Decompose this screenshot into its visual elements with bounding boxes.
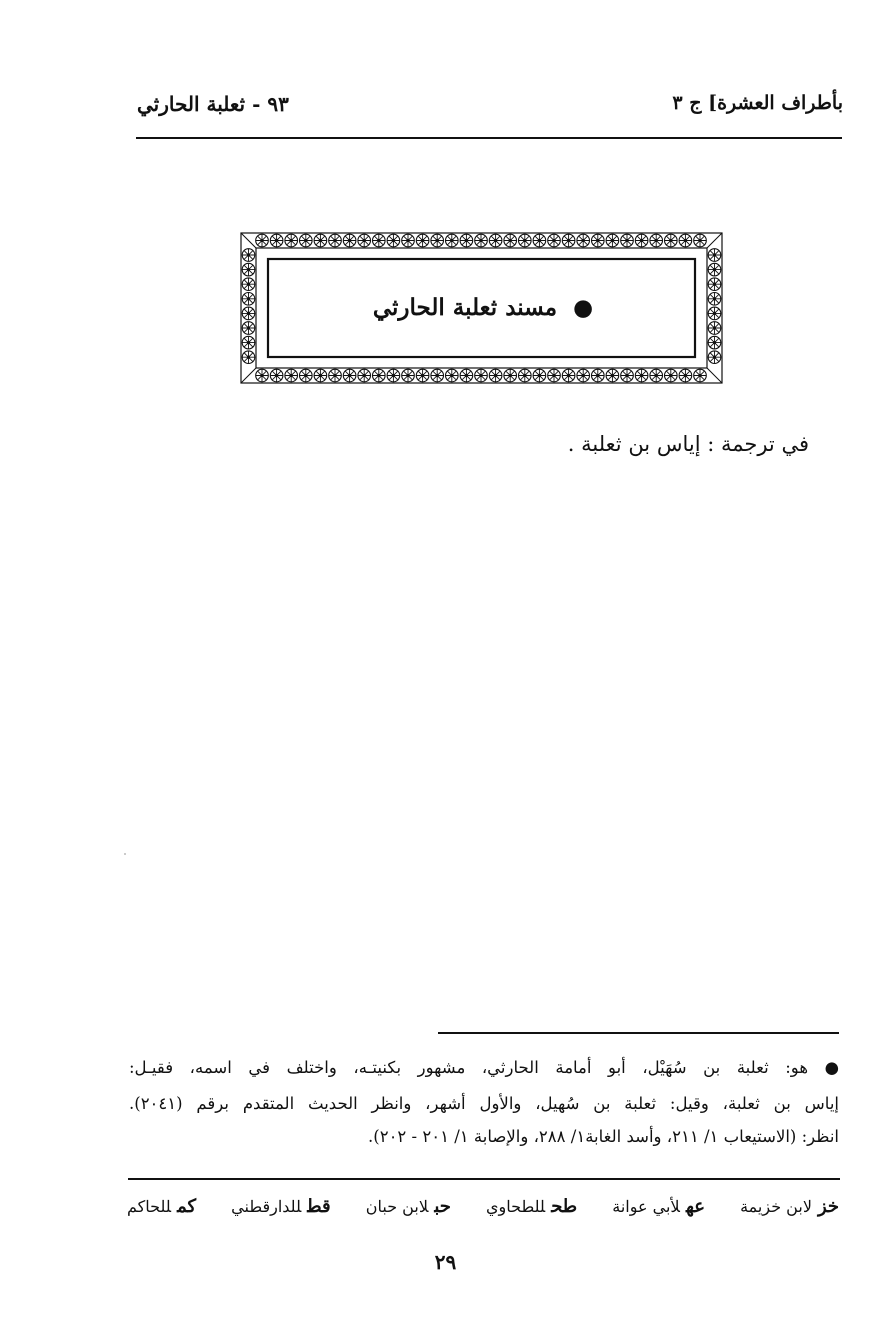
rosette-ornament (314, 234, 327, 247)
rosette-ornament (460, 234, 473, 247)
rosette-ornament (242, 351, 255, 364)
rosette-ornament (592, 369, 605, 382)
rosette-ornament (533, 369, 546, 382)
rosette-ornament (242, 336, 255, 349)
rosette-ornament (650, 369, 663, 382)
abbreviation-item (127, 1196, 196, 1217)
rosette-ornament (431, 369, 444, 382)
abbreviation-item (231, 1196, 330, 1217)
rosette-ornament (446, 234, 459, 247)
rosette-ornament (300, 369, 313, 382)
rosette-ornament (242, 307, 255, 320)
rosette-ornament (475, 369, 488, 382)
rosette-ornament (329, 234, 342, 247)
page-number: ٢٩ (434, 1250, 457, 1274)
abbreviation-name: لابن حبان (365, 1197, 429, 1216)
footnote-line-3: انظر: (الاستيعاب ١/ ٢١١، وأسد الغابة١/ ٢٨٨، والإصابة ١/ ٢٠١ - ٢٠٢). (368, 1127, 839, 1146)
header-rule (136, 137, 842, 139)
rosette-ornament (300, 234, 313, 247)
rosette-ornament (650, 234, 663, 247)
rosette-ornament (373, 234, 386, 247)
abbreviation-item (486, 1196, 577, 1217)
rosette-ornament (242, 278, 255, 291)
rosette-ornament (242, 293, 255, 306)
abbreviation-code: طح (551, 1196, 578, 1217)
rosette-ornament (285, 369, 298, 382)
rosette-ornament (358, 369, 371, 382)
rosette-ornament (694, 369, 707, 382)
rosette-ornament (708, 263, 721, 276)
rosette-ornament (562, 369, 575, 382)
rosette-ornament (314, 369, 327, 382)
rosette-ornament (242, 249, 255, 262)
rosette-ornament (533, 234, 546, 247)
rosette-ornament (256, 369, 269, 382)
rosette-ornament (708, 336, 721, 349)
abbreviation-name: لأبي عوانة (612, 1197, 680, 1216)
rosette-ornament (562, 234, 575, 247)
section-title-text: مسند ثعلبة الحارثي (372, 294, 558, 321)
rosette-ornament (606, 234, 619, 247)
rosette-ornament (431, 234, 444, 247)
rosette-ornament (256, 234, 269, 247)
abbreviation-code: عه (685, 1196, 705, 1217)
rosette-ornament (621, 234, 634, 247)
abbreviation-code: حب (434, 1196, 451, 1217)
abbreviations-rule (128, 1178, 840, 1180)
rosette-ornament (708, 307, 721, 320)
abbreviation-name: للطحاوي (486, 1197, 546, 1216)
section-title (270, 294, 696, 321)
abbreviation-item (612, 1196, 705, 1217)
rosette-ornament (489, 234, 502, 247)
rosette-ornament (416, 234, 429, 247)
rosette-ornament (548, 234, 561, 247)
rosette-ornament (343, 369, 356, 382)
rosette-ornament (679, 234, 692, 247)
footnote-line-1: ● هو: ثعلبة بن سُهَيْل، أبو أمامة الحارثي، مشهور بكنيتـه، واختلف في اسمه، فقيـل: (129, 1058, 839, 1077)
bullet-icon: ● (557, 294, 594, 321)
rosette-ornament (635, 234, 648, 247)
rosette-ornament (708, 293, 721, 306)
rosette-ornament (621, 369, 634, 382)
rosette-ornament (446, 369, 459, 382)
running-header-book-title: بأطراف العشرة] ج ٣ (672, 92, 843, 114)
rosette-ornament (635, 369, 648, 382)
abbreviation-item (740, 1196, 839, 1217)
rosette-ornament (592, 234, 605, 247)
rosette-ornament (489, 369, 502, 382)
rosette-ornament (460, 369, 473, 382)
rosette-ornament (519, 234, 532, 247)
abbreviation-item (366, 1196, 451, 1217)
rosette-ornament (387, 234, 400, 247)
rosette-ornament (242, 322, 255, 335)
rosette-ornament (373, 369, 386, 382)
abbreviation-code: قط (307, 1196, 331, 1217)
rosette-ornament (665, 369, 678, 382)
rosette-ornament (708, 322, 721, 335)
rosette-ornament (577, 369, 590, 382)
rosette-ornament (504, 234, 517, 247)
rosette-ornament (270, 234, 283, 247)
scan-speck (124, 853, 126, 855)
rosette-ornament (665, 234, 678, 247)
rosette-ornament (285, 234, 298, 247)
rosette-ornament (548, 369, 561, 382)
abbreviation-name: للحاكم (127, 1197, 172, 1216)
rosette-ornament (708, 249, 721, 262)
rosette-ornament (504, 369, 517, 382)
abbreviations-bar (127, 1196, 839, 1217)
rosette-ornament (402, 369, 415, 382)
translation-note: في ترجمة : إياس بن ثعلبة . (567, 432, 809, 456)
abbreviation-name: لابن خزيمة (740, 1197, 812, 1216)
rosette-ornament (708, 351, 721, 364)
rosette-ornament (242, 263, 255, 276)
rosette-ornament (606, 369, 619, 382)
rosette-ornament (519, 369, 532, 382)
rosette-ornament (329, 369, 342, 382)
footnote-rule (438, 1032, 839, 1034)
running-header-chapter: ٩٣ - ثعلبة الحارثي (137, 92, 289, 116)
rosette-ornament (475, 234, 488, 247)
rosette-ornament (679, 369, 692, 382)
abbreviation-name: للدارقطني (231, 1197, 302, 1216)
abbreviation-code: كم (177, 1196, 197, 1217)
rosette-ornament (416, 369, 429, 382)
rosette-ornament (402, 234, 415, 247)
rosette-ornament (343, 234, 356, 247)
rosette-ornament (358, 234, 371, 247)
rosette-ornament (387, 369, 400, 382)
footnote-line-2: إياس بن ثعلبة، وقيل: ثعلبة بن سُهيل، والأول أشهر، وانظر الحديث المتقدم برقم (٢٠٤١). (129, 1094, 839, 1113)
rosette-ornament (694, 234, 707, 247)
rosette-ornament (270, 369, 283, 382)
rosette-ornament (577, 234, 590, 247)
rosette-ornament (708, 278, 721, 291)
abbreviation-code: خز (817, 1196, 839, 1217)
